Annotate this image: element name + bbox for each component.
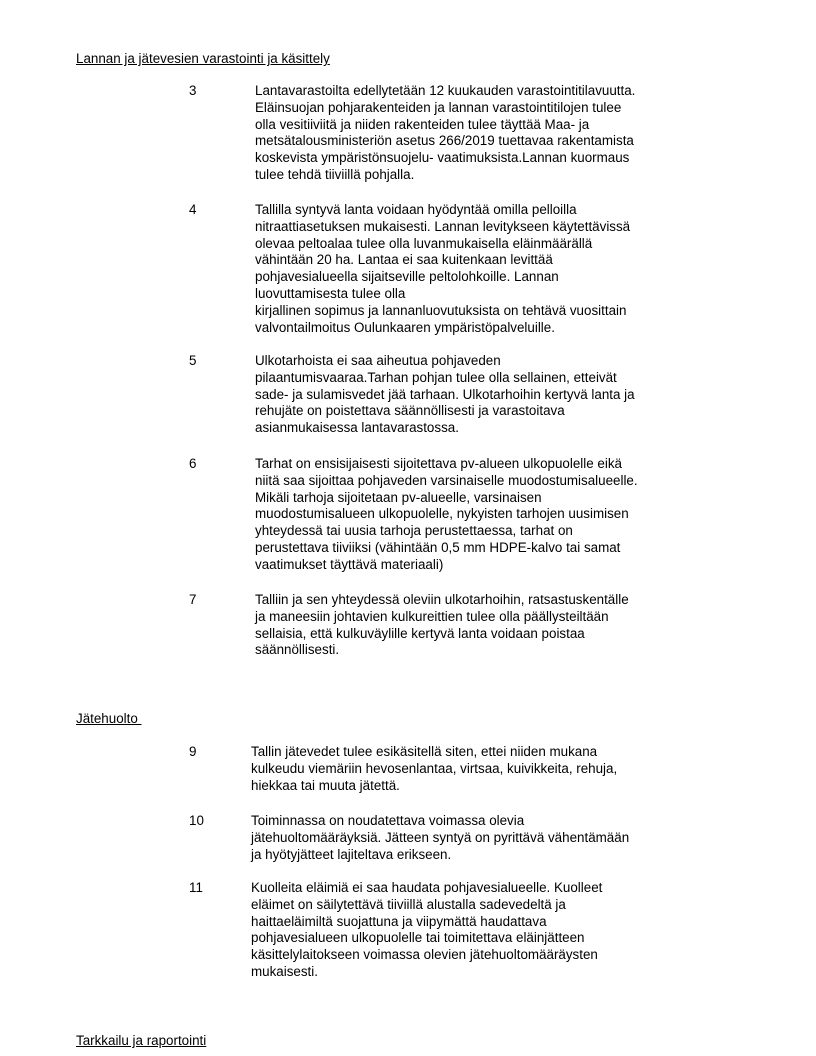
section-heading-tarkkailu: Tarkkailu ja raportointi xyxy=(76,1033,207,1048)
provision-text: Lantavarastoilta edellytetään 12 kuukauden varastointitilavuutta. Eläinsuojan pohjarakenteiden ja lannan varastointitilojen tulee olla vesitiiviitä ja niiden rakenteiden tulee täyttää Maa- ja metsätalousministeriön asetus 266/2019 tuettavaa rakentamista koskevista ympäristönsuojelu- vaatimuksista.Lannan kuormaus tulee tehdä tiiviillä pohjalla. xyxy=(255,83,636,182)
provision-text: Tallilla syntyvä lanta voidaan hyödyntää omilla pelloilla nitraattiasetuksen mukaisesti. Lannan levitykseen käytettävissä olevaa peltoalaa tulee olla luvanmukaisella eläinmäärällä vähintään 20 ha. Lantaa ei saa kuitenkaan levittää pohjavesialueella sijaitseville peltolohkoille. Lannan luovuttamisesta tulee olla kirjallinen sopimus ja lannanluovutuksista on tehtävä vuosittain valvontailmoitus Oulunkaaren ympäristöpalveluille. xyxy=(255,202,631,335)
provision-number: 7 xyxy=(189,592,197,607)
provision-text: Tallin jätevedet tulee esikäsitellä siten, ettei niiden mukana kulkeudu viemäriin hevosenlantaa, virtsaa, kuivikkeita, rehuja, hiekkaa tai muuta jätettä. xyxy=(251,744,618,793)
provision-number: 6 xyxy=(189,456,197,471)
section-heading-lannan: Lannan ja jätevesien varastointi ja käsittely xyxy=(76,51,330,66)
provision-number: 3 xyxy=(189,83,197,98)
provision-text: Toiminnassa on noudatettava voimassa olevia jätehuoltomääräyksiä. Jätteen syntyä on pyrittävä vähentämään ja hyötyjätteet lajiteltava erikseen. xyxy=(251,813,630,862)
provision-number: 10 xyxy=(189,813,204,828)
provision-text: Ulkotarhoista ei saa aiheutua pohjaveden pilaantumisvaaraa.Tarhan pohjan tulee olla sellainen, etteivät sade- ja sulamisvedet jää tarhaan. Ulkotarhoihin kertyvä lanta ja rehujäte on poistettava säännöllisesti ja varastoitava asianmukaisessa lantavarastossa. xyxy=(255,353,635,436)
provision-number: 9 xyxy=(189,744,197,759)
provision-number: 11 xyxy=(189,880,203,895)
provision-number: 4 xyxy=(189,202,197,217)
section-heading-jatehuolto: Jätehuolto xyxy=(76,711,142,726)
provision-text: Tarhat on ensisijaisesti sijoitettava pv-alueen ulkopuolelle eikä niitä saa sijoittaa pohjaveden varsinaiselle muodostumisalueelle. Mikäli tarhoja sijoitetaan pv-alueelle, varsinaisen muodostumisalueen ulkopuolelle, nykyisten tarhojen uusimisen yhteydessä tai uusia tarhoja perustettaessa, tarhat on perustettava tiiviiksi (vähintään 0,5 mm HDPE-kalvo tai samat vaatimukset täyttävä materiaali) xyxy=(255,456,638,572)
provision-number: 5 xyxy=(189,353,197,368)
provision-text: Talliin ja sen yhteydessä oleviin ulkotarhoihin, ratsastuskentälle ja maneesiin johtavien kulkureittien tulee olla päällysteiltään sellaisia, että kulkuväylille kertyvä lanta voidaan poistaa säännöllisesti. xyxy=(255,592,629,658)
provision-text: Kuolleita eläimiä ei saa haudata pohjavesialueelle. Kuolleet eläimet on säilytettävä tiiviillä alustalla sadevedeltä ja haittaeläimiltä suojattuna ja viipymättä haudattava pohjavesialueen ulkopuolelle tai toimitettava eläinjätteen käsittelylaitokseen voimassa olevien jätehuoltomääräysten mukaisesti. xyxy=(251,880,603,979)
